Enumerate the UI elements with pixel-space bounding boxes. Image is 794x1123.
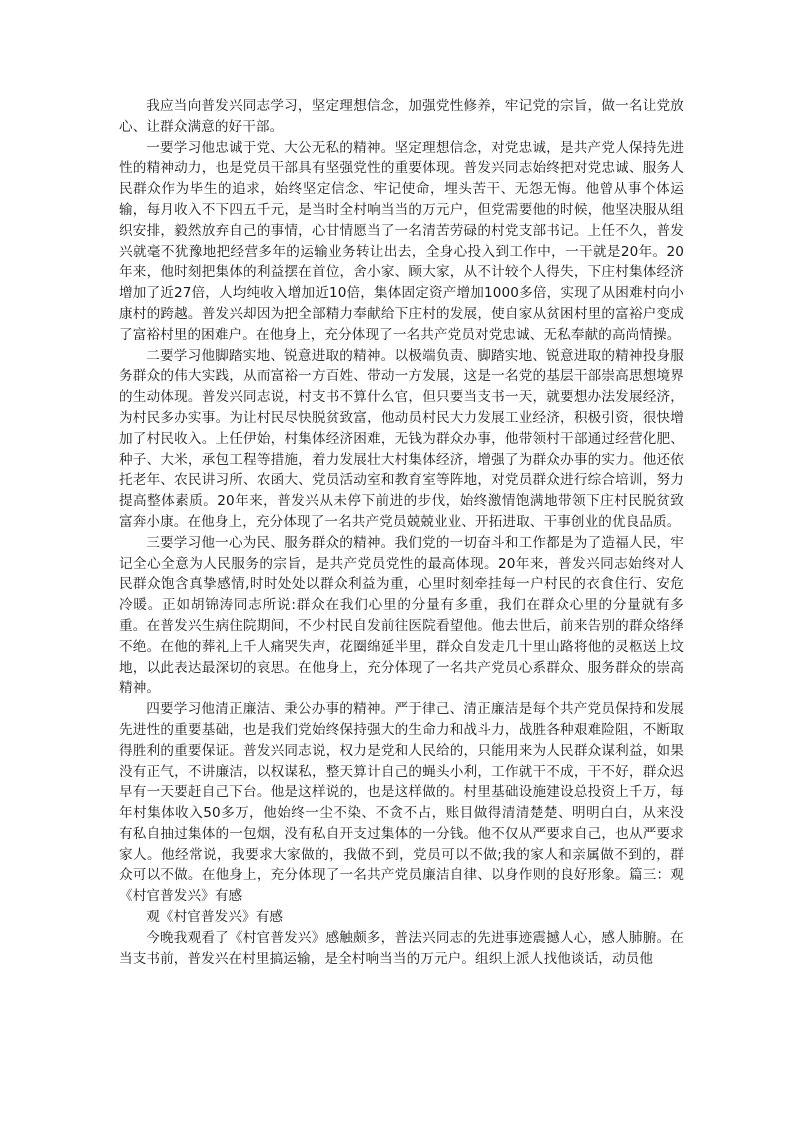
paragraph-loyalty: 一要学习他忠诚于党、大公无私的精神。坚定理想信念，对党忠诚，是共产党人保持先进性的精神动力，也是党员干部具有坚强党性的重要体现。普发兴同志始终把对党忠诚、服务人民群众作为毕生的追求，始终坚定信念、牢记使命，埋头苦干、无怨无悔。他曾从事个体运输，每月收入不下四五千元，是当时全村响当当的万元户，但党需要他的时候，他坚决服从组织安排，毅然放弃自己的事情，心甘情愿当了一名清苦劳碌的村党支部书记。上任不久，普发兴就毫不犹豫地把经营多年的运输业务转让出去，全身心投入到工作中，一干就是20年。20年来，他时刻把集体的利益摆在首位，舍小家、顾大家，从不计较个人得失，下庄村集体经济增加了近27倍，人均纯收入增加近10倍，集体固定资产增加1000多倍，实现了从困难村向小康村的跨越。普发兴却因为把全部精力奉献给下庄村的发展，使自家从贫困村里的富裕户变成了富裕村里的困难户。在他身上，充分体现了一名共产党员对党忠诚、无私奉献的高尚情操。 [119,139,684,343]
paragraph-serve-people: 三要学习他一心为民、服务群众的精神。我们党的一切奋斗和工作都是为了造福人民，牢记全心全意为人民服务的宗旨，是共产党员党性的最高体现。20年来，普发兴同志始终对人民群众饱含真挚感情,时时处处以群众利益为重，心里时刻牵挂每一户村民的衣食住行、安危冷暖。正如胡锦涛同志所说:群众在我们心里的分量有多重，我们在群众心里的分量就有多重。在普发兴生病住院期间，不少村民自发前往医院看望他。他去世后，前来告别的群众络绎不绝。在他的葬礼上千人痛哭失声，花圈绵延半里，群众自发走几十里山路将他的灵柩送上坟地，以此表达最深切的哀思。在他身上，充分体现了一名共产党员心系群众、服务群众的崇高精神。 [119,534,684,697]
paragraph-reflection: 今晚我观看了《村官普发兴》感触颇多，普法兴同志的先进事迹震撼人心，感人肺腑。在当支书前，普发兴在村里搞运输，是全村响当当的万元户。组织上派人找他谈话，动员他 [119,929,684,967]
intro-paragraph: 我应当向普发兴同志学习，坚定理想信念，加强党性修养，牢记党的宗旨，做一名让党放心、让群众满意的好干部。 [119,98,684,135]
paragraph-integrity: 四要学习他清正廉洁、秉公办事的精神。严于律己、清正廉洁是每个共产党员保持和发展先进性的重要基础，也是我们党始终保持强大的生命力和战斗力，战胜各种艰难险阻，不断取得胜利的重要保证。普发兴同志说，权力是党和人民给的，只能用来为人民群众谋利益，如果没有正气，不讲廉洁，以权谋私，整天算计自己的蝇头小利，工作就干不成，干不好，群众迟早有一天要赶自己下台。他是这样说的，也是这样做的。村里基础设施建设总投资上千万，每年村集体收入50多万，他始终一尘不染、不贪不占，账目做得清清楚楚、明明白白，从来没有私自抽过集体的一包烟，没有私自开支过集体的一分钱。他不仅从严要求自己，也从严要求家人。他经常说，我要求大家做的，我做不到，党员可以不做;我的家人和亲属做不到的，群众可以不做。在他身上，充分体现了一名共产党员廉洁自律、以身作则的良好形象。篇三：观《村官普发兴》有感 [119,701,684,905]
section-heading: 观《村官普发兴》有感 [146,909,284,926]
document-page [119,96,684,969]
paragraph-diligence: 二要学习他脚踏实地、锐意进取的精神。以极端负责、脚踏实地、锐意进取的精神投身服务群众的伟大实践，从而富裕一方百姓、带动一方发展，这是一名党的基层干部崇高思想境界的生动体现。普发兴同志说，村支书不算什么官，但只要当支书一天，就要想办法发展经济，为村民多办实事。为让村民尽快脱贫致富，他动员村民大力发展工业经济，积极引资，很快增加了村民收入。上任伊始，村集体经济困难，无钱为群众办事，他带领村干部通过经营化肥、种子、大米，承包工程等措施，着力发展壮大村集体经济，增强了为群众办事的实力。他还依托老年、农民讲习所、农函大、党员活动室和教育室等阵地，对党员群众进行综合培训，努力提高整体素质。20年来，普发兴从未停下前进的步伐，始终激情饱满地带领下庄村民脱贫致富奔小康。在他身上，充分体现了一名共产党员兢兢业业、开拓进取、干事创业的优良品质。 [119,347,684,530]
